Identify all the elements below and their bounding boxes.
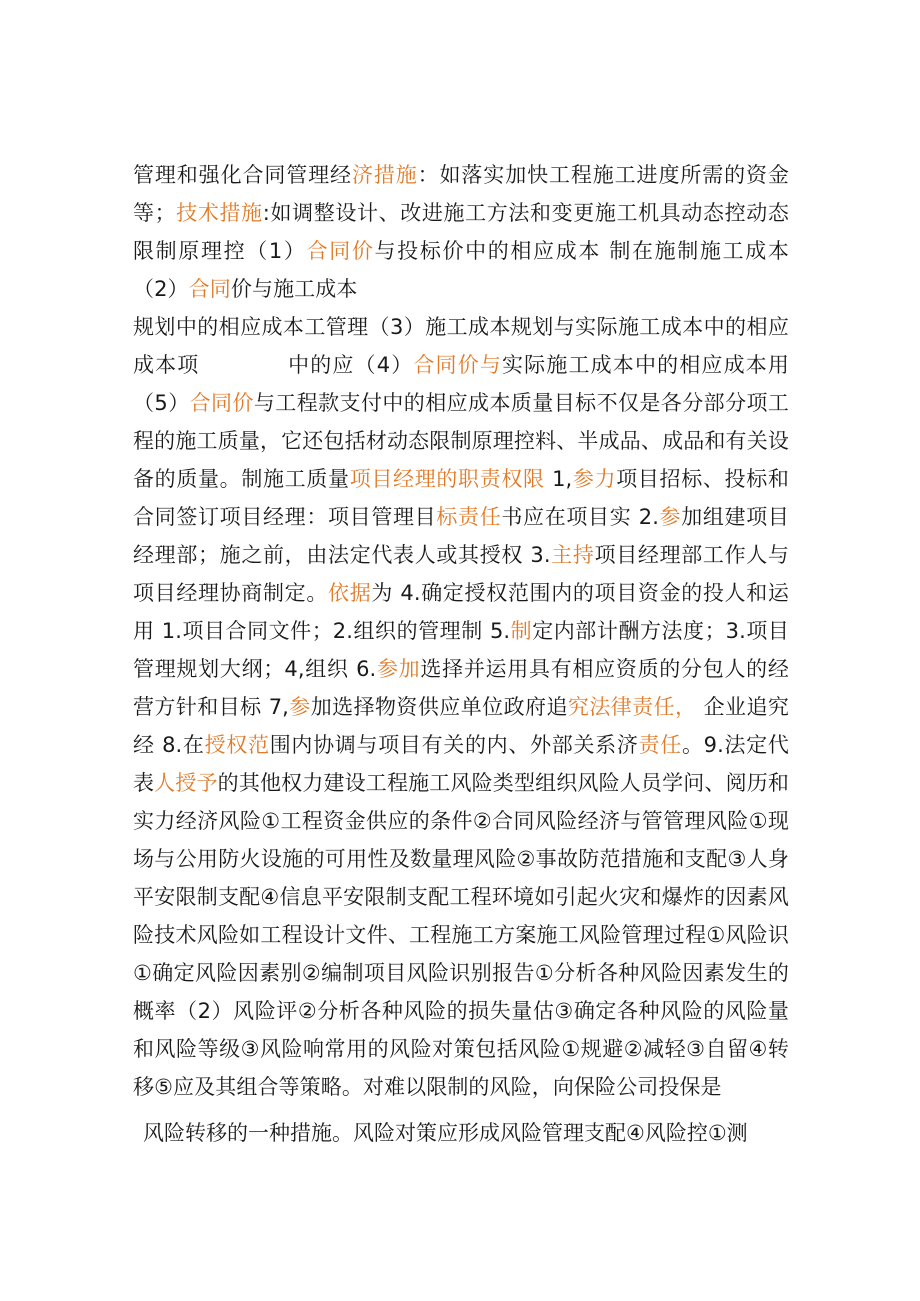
text-run: ：如落实加快工程施工进度所需的资金等； [133,163,790,225]
text-run: 选择并运用具有相应资质的分包人的经营方针和目标 7, [133,657,790,719]
highlighted-text: 参 [658,505,682,529]
highlighted-text: 标责任 [436,505,502,529]
text-run: 项目经理部工作人与项目经理协商制定。 [133,543,790,605]
text-run: 围内协调与项目有关的内、外部关系济 [269,733,639,757]
text-run: 管理和强化合同管理经 [133,163,352,187]
text-run: 定内部计酬方法度；3.项目管理规划大纲；4,组织 6. [133,619,789,681]
text-run: 书应在项目实 2. [501,505,659,529]
text-run: 与投标价中的相应成本 制在施制施工成本（2） [133,239,789,301]
text-run: 1, [544,467,573,491]
paragraph [133,308,789,1106]
highlighted-text: 参力 [572,467,617,491]
paragraph [133,156,789,308]
text-run: 为 4.确定授权范围内的项目资金的投人和运用 1.项目合同文件；2.组织的管理制 5. [133,581,790,643]
highlighted-text: 制 [510,619,533,643]
highlighted-text: 人授予 [154,771,218,795]
text-run: :如调整设计、改进施工方法和变更施工机具动态控动态限制原理控（1） [133,201,790,263]
text-run: 规划中的相应成本工管理（3）施工成本规划与实际施工成本中的相应成本项 中的应（4） [133,315,789,377]
highlighted-text: 参加 [376,657,421,681]
highlighted-text: 技术措施 [175,201,263,225]
highlighted-text: 合同价与 [413,353,503,377]
highlighted-text: 究法律责任， [567,695,697,719]
highlighted-text: 济措施 [351,163,418,187]
highlighted-text: 授权范 [204,733,270,757]
text-run: 加选择物资供应单位政府追 [310,695,568,719]
text-run: 与工程款支付中的相应成本质量目标不仅是各分部分项工程的施工质量，它还包括材动态限制原理控料、半成品、成品和有关设备的质量。制施工质量 [133,391,790,491]
text-run: 项目招标、投标和合同签订项目经理：项目管理目 [133,467,789,529]
highlighted-text: 参 [288,695,311,719]
text-run: 实际施工成本中的相应成本用（5） [133,353,789,415]
trailing-line: 风险转移的一种措施。风险对策应形成风险管理支配④风险控①测 [143,1121,748,1145]
text-run: 的其他权力建设工程施工风险类型组织风险人员学问、阅历和实力经济风险①工程资金供应的条件②合同风险经济与管管理风险①现场与公用防火设施的可用性及数量理风险②事故防范措施和支配③人身平安限制支配④信息平安限制支配工程环境如引起火灾和爆炸的因素风险技术风险如工程设计文件、工程施工方案施工风险管理过程①风险识①确定风险因素别②编制项目风险识别报告①分析各种风险因素发生的概率（2）风险评②分析各种风险的损失量估③确定各种风险的风险量和风险等级③风险响常用的风险对策包括风险①规避②减轻③自留④转移⑤应及其组合等策略。对难以限制的风险，向保险公司投保是 [133,771,789,1099]
text-run: 价与施工成本 [230,277,358,301]
text-run: 企业追究经 8.在 [133,695,789,757]
highlighted-text: 责任 [638,733,682,757]
highlighted-text: 主持 [550,543,595,567]
highlighted-text: 合同价 [189,391,254,415]
highlighted-text: 项目经理的职责权限 [349,467,545,491]
text-run: 。9.法定代表 [133,733,789,795]
highlighted-text: 合同价 [306,239,375,263]
body-text [133,156,789,1106]
text-run: 加组建项目经理部；施之前，由法定代表人或其授权 3. [133,505,789,567]
highlighted-text: 依据 [328,581,372,605]
highlighted-text: 合同 [188,277,231,301]
